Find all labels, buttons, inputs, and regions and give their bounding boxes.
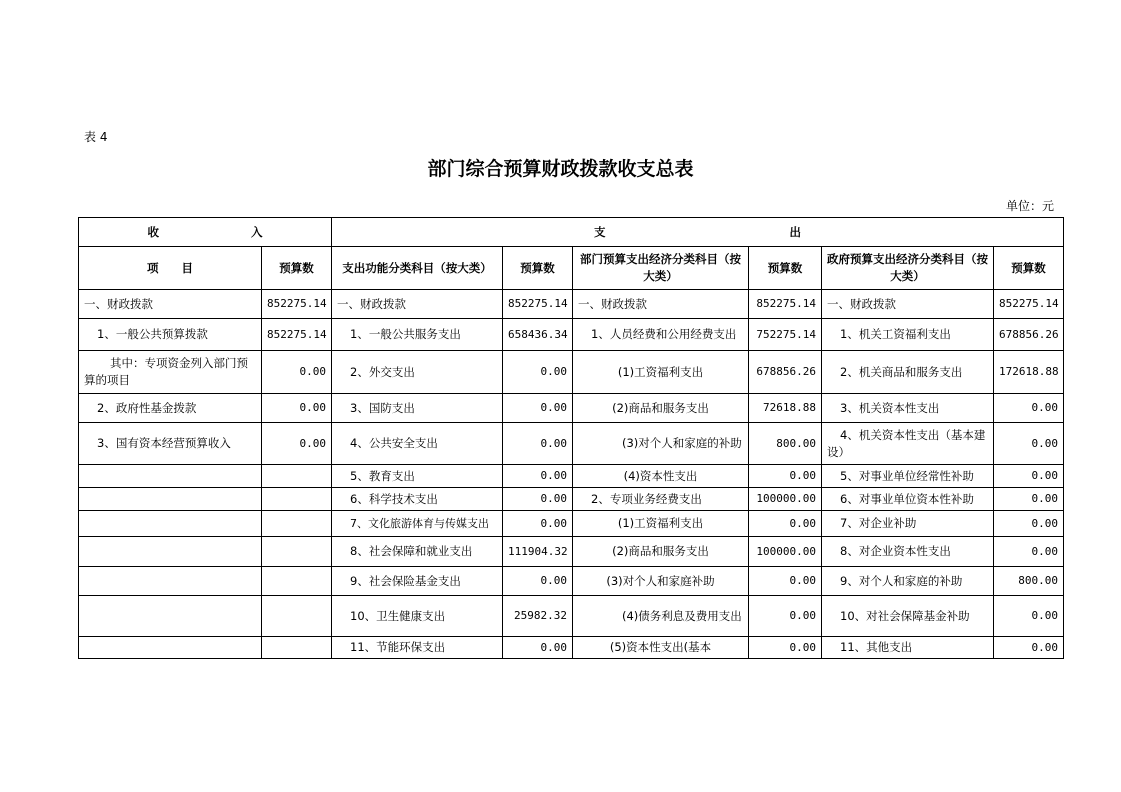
cell-item: 7、文化旅游体育与传媒支出 bbox=[332, 511, 503, 537]
cell-amount: 0.00 bbox=[503, 637, 573, 659]
cell-item: 6、科学技术支出 bbox=[332, 488, 503, 511]
table-row bbox=[79, 290, 1064, 319]
cell-amount bbox=[262, 637, 332, 659]
cell-item bbox=[79, 465, 262, 488]
expense-header: 支 出 bbox=[332, 218, 1064, 247]
income-header: 收 入 bbox=[79, 218, 332, 247]
cell-amount: 658436.34 bbox=[503, 319, 573, 351]
cell-item: 9、社会保险基金支出 bbox=[332, 567, 503, 596]
table-row bbox=[79, 423, 1064, 465]
cell-item: 8、社会保障和就业支出 bbox=[332, 537, 503, 567]
group-header-row bbox=[79, 218, 1064, 247]
col-budget-header: 预算数 bbox=[262, 247, 332, 290]
cell-item: 7、对企业补助 bbox=[822, 511, 994, 537]
table-row bbox=[79, 596, 1064, 637]
cell-amount bbox=[262, 511, 332, 537]
cell-amount: 111904.32 bbox=[503, 537, 573, 567]
cell-amount bbox=[262, 537, 332, 567]
table-row bbox=[79, 567, 1064, 596]
cell-item: (3)对个人和家庭的补助 bbox=[573, 423, 749, 465]
cell-amount bbox=[262, 465, 332, 488]
table-row bbox=[79, 511, 1064, 537]
table-row bbox=[79, 319, 1064, 351]
cell-item: 3、国防支出 bbox=[332, 394, 503, 423]
cell-amount: 752275.14 bbox=[749, 319, 822, 351]
cell-amount: 0.00 bbox=[503, 488, 573, 511]
table-row bbox=[79, 488, 1064, 511]
cell-amount: 852275.14 bbox=[262, 290, 332, 319]
cell-amount: 852275.14 bbox=[994, 290, 1064, 319]
cell-amount: 0.00 bbox=[262, 351, 332, 394]
cell-amount: 678856.26 bbox=[994, 319, 1064, 351]
col-dept-econ-header: 部门预算支出经济分类科目（按大类） bbox=[573, 247, 749, 290]
cell-amount: 0.00 bbox=[994, 596, 1064, 637]
col-budget-header: 预算数 bbox=[994, 247, 1064, 290]
unit-label: 单位：元 bbox=[1005, 199, 1054, 213]
cell-amount: 0.00 bbox=[503, 465, 573, 488]
cell-item: 11、节能环保支出 bbox=[332, 637, 503, 659]
cell-item: 2、政府性基金拨款 bbox=[79, 394, 262, 423]
cell-amount: 0.00 bbox=[262, 423, 332, 465]
cell-amount: 0.00 bbox=[503, 423, 573, 465]
cell-amount: 0.00 bbox=[503, 567, 573, 596]
cell-item: 10、卫生健康支出 bbox=[332, 596, 503, 637]
budget-table bbox=[78, 217, 1064, 659]
cell-amount: 0.00 bbox=[749, 567, 822, 596]
cell-amount: 800.00 bbox=[994, 567, 1064, 596]
cell-item: 8、对企业资本性支出 bbox=[822, 537, 994, 567]
cell-item: 一、财政拨款 bbox=[332, 290, 503, 319]
cell-amount: 678856.26 bbox=[749, 351, 822, 394]
cell-amount: 100000.00 bbox=[749, 537, 822, 567]
cell-item: 1、一般公共服务支出 bbox=[332, 319, 503, 351]
cell-item: 2、机关商品和服务支出 bbox=[822, 351, 994, 394]
cell-item: (1)工资福利支出 bbox=[573, 511, 749, 537]
cell-item: 3、机关资本性支出 bbox=[822, 394, 994, 423]
cell-item: 2、外交支出 bbox=[332, 351, 503, 394]
cell-item: 1、机关工资福利支出 bbox=[822, 319, 994, 351]
cell-amount: 0.00 bbox=[262, 394, 332, 423]
cell-amount: 852275.14 bbox=[503, 290, 573, 319]
cell-item bbox=[79, 637, 262, 659]
cell-item: 一、财政拨款 bbox=[573, 290, 749, 319]
cell-item: 1、一般公共预算拨款 bbox=[79, 319, 262, 351]
cell-amount: 0.00 bbox=[749, 637, 822, 659]
cell-item bbox=[79, 567, 262, 596]
cell-amount: 100000.00 bbox=[749, 488, 822, 511]
col-budget-header: 预算数 bbox=[503, 247, 573, 290]
cell-item: 11、其他支出 bbox=[822, 637, 994, 659]
table-row bbox=[79, 537, 1064, 567]
cell-amount: 852275.14 bbox=[262, 319, 332, 351]
cell-item: 2、专项业务经费支出 bbox=[573, 488, 749, 511]
table-row bbox=[79, 394, 1064, 423]
cell-amount: 172618.88 bbox=[994, 351, 1064, 394]
cell-item: (3)对个人和家庭补助 bbox=[573, 567, 749, 596]
cell-item: 9、对个人和家庭的补助 bbox=[822, 567, 994, 596]
page-title: 部门综合预算财政拨款收支总表 bbox=[427, 158, 694, 180]
cell-amount: 800.00 bbox=[749, 423, 822, 465]
col-item-header: 项 目 bbox=[79, 247, 262, 290]
table-number: 表 4 bbox=[84, 130, 108, 144]
cell-amount: 25982.32 bbox=[503, 596, 573, 637]
col-budget-header: 预算数 bbox=[749, 247, 822, 290]
cell-item bbox=[79, 537, 262, 567]
table-row bbox=[79, 465, 1064, 488]
cell-item: 10、对社会保障基金补助 bbox=[822, 596, 994, 637]
cell-amount bbox=[262, 488, 332, 511]
cell-item: 1、人员经费和公用经费支出 bbox=[573, 319, 749, 351]
cell-item: (4)资本性支出 bbox=[573, 465, 749, 488]
cell-amount: 72618.88 bbox=[749, 394, 822, 423]
cell-amount: 0.00 bbox=[994, 465, 1064, 488]
cell-amount: 0.00 bbox=[994, 488, 1064, 511]
cell-amount bbox=[262, 596, 332, 637]
cell-amount: 852275.14 bbox=[749, 290, 822, 319]
column-header-row bbox=[79, 247, 1064, 290]
cell-item: (2)商品和服务支出 bbox=[573, 537, 749, 567]
cell-amount: 0.00 bbox=[994, 394, 1064, 423]
cell-item: 5、教育支出 bbox=[332, 465, 503, 488]
cell-item bbox=[79, 596, 262, 637]
cell-amount bbox=[262, 567, 332, 596]
cell-item: 其中：专项资金列入部门预算的项目 bbox=[79, 351, 262, 394]
cell-amount: 0.00 bbox=[994, 537, 1064, 567]
cell-amount: 0.00 bbox=[994, 423, 1064, 465]
cell-item: 5、对事业单位经常性补助 bbox=[822, 465, 994, 488]
table-row bbox=[79, 637, 1064, 659]
cell-item: 4、机关资本性支出（基本建设） bbox=[822, 423, 994, 465]
cell-amount: 0.00 bbox=[749, 511, 822, 537]
cell-item: (4)债务利息及费用支出 bbox=[573, 596, 749, 637]
cell-item: (1)工资福利支出 bbox=[573, 351, 749, 394]
cell-amount: 0.00 bbox=[994, 511, 1064, 537]
cell-item: (2)商品和服务支出 bbox=[573, 394, 749, 423]
cell-item: 3、国有资本经营预算收入 bbox=[79, 423, 262, 465]
cell-item: 6、对事业单位资本性补助 bbox=[822, 488, 994, 511]
cell-amount: 0.00 bbox=[503, 351, 573, 394]
cell-amount: 0.00 bbox=[749, 596, 822, 637]
col-function-header: 支出功能分类科目（按大类） bbox=[332, 247, 503, 290]
col-gov-econ-header: 政府预算支出经济分类科目（按大类） bbox=[822, 247, 994, 290]
cell-item: 一、财政拨款 bbox=[79, 290, 262, 319]
cell-item: 一、财政拨款 bbox=[822, 290, 994, 319]
cell-amount: 0.00 bbox=[994, 637, 1064, 659]
cell-amount: 0.00 bbox=[503, 511, 573, 537]
cell-amount: 0.00 bbox=[749, 465, 822, 488]
cell-item bbox=[79, 511, 262, 537]
cell-item: (5)资本性支出(基本 bbox=[573, 637, 749, 659]
cell-item: 4、公共安全支出 bbox=[332, 423, 503, 465]
table-row bbox=[79, 351, 1064, 394]
cell-amount: 0.00 bbox=[503, 394, 573, 423]
cell-item bbox=[79, 488, 262, 511]
